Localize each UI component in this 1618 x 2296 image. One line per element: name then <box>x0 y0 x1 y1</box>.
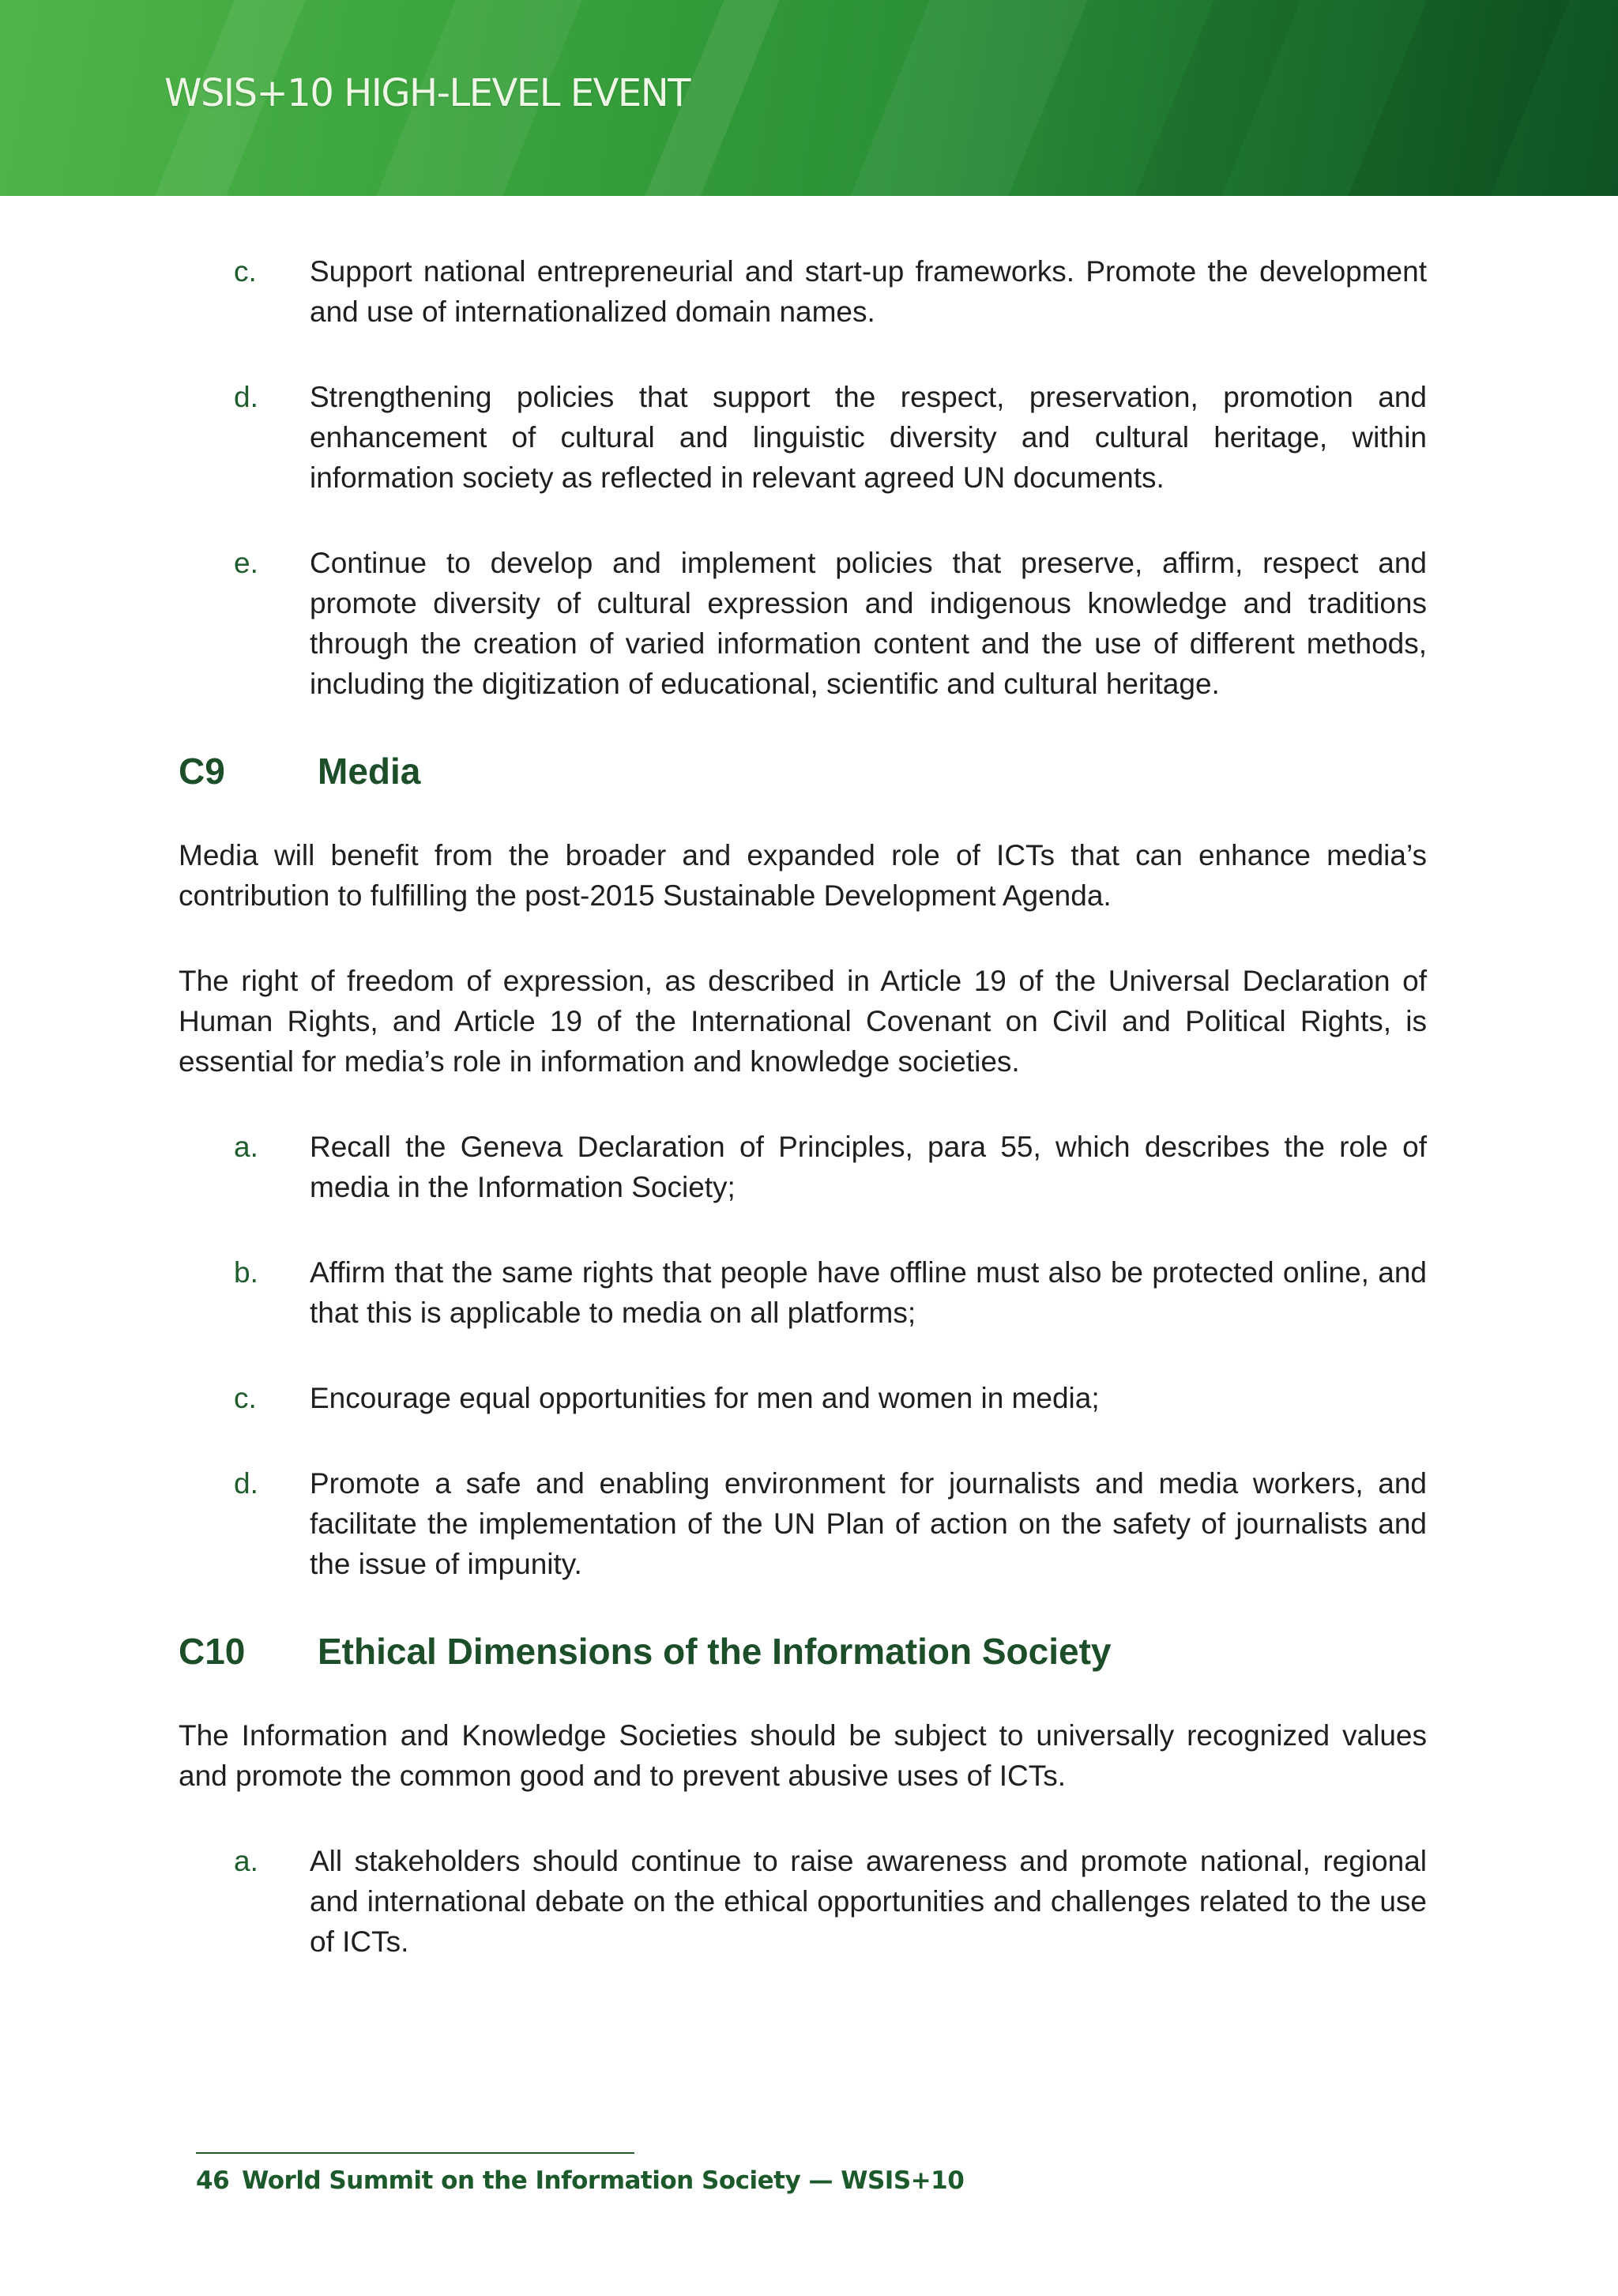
list-item-text: Continue to develop and implement policies that preserve, affirm, respect and promote diversity of cultural expression and indigenous knowledge and traditions through the creation of varied information content and the use of different methods, including the digitization of educational, scientific and cultural heritage. <box>310 547 1427 700</box>
list-marker: d. <box>234 381 258 413</box>
list-item-text: Promote a safe and enabling environment for journalists and media workers, and facilitate the implementation of the UN Plan of action on the safety of journalists and the issue of impunity. <box>310 1467 1427 1580</box>
list-marker: a. <box>234 1845 258 1877</box>
list-item <box>179 1378 1427 1418</box>
list-item-text: Support national entrepreneurial and start-up frameworks. Promote the development and use of internationalized domain names. <box>310 255 1427 328</box>
list-item <box>179 1841 1427 1962</box>
list-item-text: All stakeholders should continue to raise awareness and promote national, regional and international debate on the ethical opportunities and challenges related to the use of ICTs. <box>310 1845 1427 1958</box>
list-item-text: Recall the Geneva Declaration of Principles, para 55, which describes the role of media in the Information Society; <box>310 1131 1427 1203</box>
page-content <box>179 251 1427 2007</box>
section-title: Ethical Dimensions of the Information Society <box>318 1631 1112 1672</box>
list-item-text: Strengthening policies that support the respect, preservation, promotion and enhancement of cultural and linguistic diversity and cultural heritage, within information society as reflected in relevant agreed UN documents. <box>310 381 1427 494</box>
footer-text: World Summit on the Information Society — WSIS+10 <box>242 2166 965 2195</box>
list-marker: b. <box>234 1256 258 1289</box>
list-item <box>179 1127 1427 1207</box>
list-item-text: Affirm that the same rights that people have offline must also be protected online, and that this is applicable to media on all platforms; <box>310 1256 1427 1329</box>
list-item <box>179 1252 1427 1333</box>
list-item <box>179 1463 1427 1584</box>
section-heading-c10 <box>179 1629 1427 1673</box>
page-footer <box>196 2166 964 2195</box>
footer-rule <box>196 2152 634 2154</box>
list-item-text: Encourage equal opportunities for men and women in media; <box>310 1382 1100 1414</box>
paragraph: The Information and Knowledge Societies should be subject to universally recognized values and promote the common good and to prevent abusive uses of ICTs. <box>179 1719 1427 1792</box>
list-marker: c. <box>234 255 257 288</box>
list-item <box>179 543 1427 704</box>
header-title: WSIS+10 HIGH-LEVEL EVENT <box>164 71 690 115</box>
section-number: C10 <box>179 1631 246 1672</box>
section-heading-c9 <box>179 749 1427 793</box>
list-marker: c. <box>234 1382 257 1414</box>
section-number: C9 <box>179 751 225 792</box>
section-title: Media <box>318 751 421 792</box>
paragraph: The right of freedom of expression, as described in Article 19 of the Universal Declaration of Human Rights, and Article 19 of the International Covenant on Civil and Political Rights, is essential for media’s role in information and knowledge societies. <box>179 965 1427 1078</box>
list-marker: a. <box>234 1131 258 1163</box>
banner-streak <box>1300 0 1608 196</box>
list-marker: d. <box>234 1467 258 1500</box>
banner-streak <box>1086 0 1339 196</box>
page-number: 46 <box>196 2166 230 2195</box>
list-item <box>179 377 1427 498</box>
list-marker: e. <box>234 547 258 579</box>
paragraph: Media will benefit from the broader and expanded role of ICTs that can enhance media’s contribution to fulfilling the post-2015 Sustainable Development Agenda. <box>179 839 1427 912</box>
header-banner <box>0 0 1618 196</box>
banner-streak <box>802 0 1126 196</box>
list-item <box>179 251 1427 332</box>
